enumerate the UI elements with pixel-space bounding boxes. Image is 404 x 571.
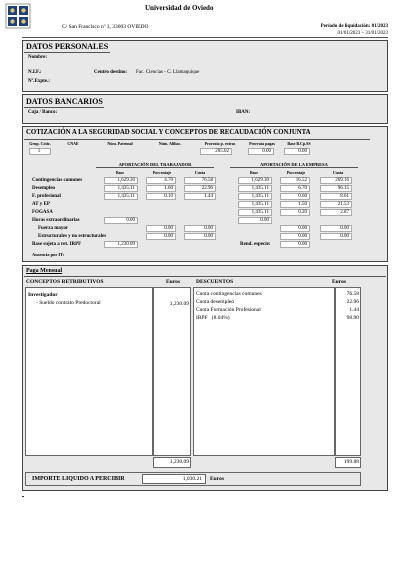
name-label: Nombre: xyxy=(28,55,48,60)
exp-label: Nº.Expte.: xyxy=(28,79,50,84)
irpf-base-label: Base sujeta a ret. IRPF xyxy=(32,242,82,247)
cell: 16.52 xyxy=(280,177,310,184)
cell: 1.44 xyxy=(184,193,216,200)
hdr-afiliac: Núm. Afiliac. xyxy=(158,141,182,146)
bank-title-rule xyxy=(24,107,104,108)
cell: 4.70 xyxy=(146,177,176,184)
item-label: - Sueldo contrato Predoctoral xyxy=(36,300,101,306)
rend-label: Rend. especie: xyxy=(240,242,271,247)
hdr-cnae: CNAE xyxy=(67,141,79,146)
estruct-cuota: 0.00 xyxy=(184,233,216,240)
cell: 1,435.11 xyxy=(104,185,138,192)
dest-label: Centro destino: xyxy=(94,70,128,75)
estruct-label: Estructurales y no estructurales xyxy=(38,234,107,239)
fuerza-company-cuota: 0.00 xyxy=(320,225,352,232)
row-label: Desempleo xyxy=(32,186,56,191)
estruct-company-pct: 0.00 xyxy=(280,233,310,240)
base-bcp-value: 0.00 xyxy=(284,148,310,155)
bank-title: DATOS BANCARIOS xyxy=(26,97,103,106)
cell: 1,435.11 xyxy=(238,193,272,200)
nif-label: N.I.F.: xyxy=(28,70,42,75)
net-label: IMPORTE LIQUIDO A PERCIBIR xyxy=(32,476,125,482)
conceptos-box xyxy=(25,287,153,456)
cell: 1.50 xyxy=(280,201,310,208)
deduction-value: 22.96 xyxy=(346,299,359,305)
deduction-value: 98.90 xyxy=(346,315,359,321)
cell: 22.96 xyxy=(184,185,216,192)
prorrata-extras-value: 205.02 xyxy=(200,148,232,155)
cell: 0.10 xyxy=(146,193,176,200)
cell: 1,629.30 xyxy=(238,177,272,184)
cell: 76.58 xyxy=(184,177,216,184)
worker-header: APORTACIÓN DEL TRABAJADOR xyxy=(96,162,214,168)
deduction-label: IRPF (8.04%) xyxy=(196,315,230,321)
university-logo xyxy=(4,3,32,29)
personal-title: DATOS PERSONALES xyxy=(26,42,109,51)
descuentos-header: DESCUENTOS xyxy=(196,279,234,285)
fuerza-cuota: 0.00 xyxy=(184,225,216,232)
cell: 1.60 xyxy=(146,185,176,192)
earn-values-box xyxy=(153,287,191,456)
fuerza-company-pct: 0.00 xyxy=(280,225,310,232)
group-label: Investigador xyxy=(28,292,58,298)
grup-value: 1 xyxy=(29,148,51,155)
cell: 0.20 xyxy=(280,209,310,216)
pay-title-rule xyxy=(24,276,386,277)
cell: 6.70 xyxy=(280,185,310,192)
horas-value: 0.00 xyxy=(104,217,138,224)
deduction-label: Cuota desempleo xyxy=(196,299,235,305)
col-base-w: Base xyxy=(116,170,124,175)
period-range: 01/01/2023 – 31/01/2023 xyxy=(337,31,388,36)
deduction-label: Cuota Formación Profesional xyxy=(196,307,261,313)
deduction-label: Cuota contingencias comunes xyxy=(196,291,262,297)
prorrata-pagas-value: 0.00 xyxy=(248,148,274,155)
cell: 1,435.11 xyxy=(238,201,272,208)
item-value: 1,230.09 xyxy=(169,301,189,307)
hdr-patronal: Núm. Patronal xyxy=(107,141,133,146)
ss-title-rule xyxy=(24,139,370,140)
ss-title: COTIZACIÓN A LA SEGURIDAD SOCIAL Y CONCEPTOS DE RECAUDACIÓN CONJUNTA xyxy=(26,129,311,136)
cell: 1,629.30 xyxy=(104,177,138,184)
total-earn: 1,230.09 xyxy=(169,459,189,465)
fuerza-label: Fuerza mayor xyxy=(38,226,69,231)
estruct-company-cuota: 0.00 xyxy=(320,233,352,240)
euros-header: Euros xyxy=(166,279,180,285)
row-label: AT y EP xyxy=(32,202,50,207)
cell: 0.60 xyxy=(280,193,310,200)
hdr-grup: Grup. Cotiz. xyxy=(29,141,51,146)
row-label: FOGASA xyxy=(32,210,53,215)
period-label: Período de liquidación: 01/2023 xyxy=(320,24,388,29)
col-pct-w: Porcentaje xyxy=(152,170,172,175)
irpf-base-value: 1,230.09 xyxy=(104,241,138,248)
deduction-value: 1.44 xyxy=(349,307,359,313)
university-name: Universidad de Oviedo xyxy=(145,4,214,12)
university-address: C/ San Francisco nº 3, 33003 OVIEDO xyxy=(62,24,149,30)
conceptos-header: CONCEPTOS RETRIBUTIVOS xyxy=(26,279,104,285)
caja-label: Caja / Banco: xyxy=(28,110,58,115)
header-rule xyxy=(22,37,388,38)
estruct-pct: 0.00 xyxy=(146,233,176,240)
horas-label: Horas extraordinarias xyxy=(32,218,80,223)
col-cuota-w: Cuota xyxy=(194,170,206,175)
total-ded: 199.88 xyxy=(343,459,359,465)
cell: 96.15 xyxy=(320,185,352,192)
horas-company: 0.00 xyxy=(238,217,272,224)
dest-value: Fac. Ciencias - C. Llamaquique xyxy=(136,70,200,75)
hdr-prorrata-pagas: Prorrata pagas xyxy=(249,141,275,146)
fuerza-pct: 0.00 xyxy=(146,225,176,232)
deduction-value: 76.58 xyxy=(346,291,359,297)
hdr-base-bcp: Base B.Cp.SS xyxy=(287,141,311,146)
ausencia-label: Ausencia por IT: xyxy=(32,252,65,257)
page-dot xyxy=(22,496,24,497)
cell: 21.53 xyxy=(320,201,352,208)
name-field xyxy=(60,55,180,62)
company-header: APORTACIÓN DE LA EMPRESA xyxy=(230,162,358,168)
cell: 269.16 xyxy=(320,177,352,184)
cell: 2.87 xyxy=(320,209,352,216)
row-label: Contingencias comunes xyxy=(32,178,83,183)
personal-title-rule xyxy=(24,52,110,53)
col-base-e: Base xyxy=(250,170,258,175)
row-label: F. profesional xyxy=(32,194,61,199)
hdr-prorrata-extras: Prorrata p. extras xyxy=(204,141,236,146)
col-pct-e: Porcentaje xyxy=(286,170,306,175)
iban-label: IBAN: xyxy=(236,110,251,115)
rend-value: 0.00 xyxy=(280,241,310,248)
euros-header2: Euros xyxy=(332,279,346,285)
net-value: 1,030.21 xyxy=(182,476,202,482)
net-unit: Euros xyxy=(210,476,224,482)
cell: 8.61 xyxy=(320,193,352,200)
cell: 1,435.11 xyxy=(238,185,272,192)
cell: 1,435.11 xyxy=(238,209,272,216)
col-cuota-e: Cuota xyxy=(332,170,344,175)
pay-title: Paga Mensual xyxy=(26,268,63,274)
cell: 1,435.11 xyxy=(104,193,138,200)
